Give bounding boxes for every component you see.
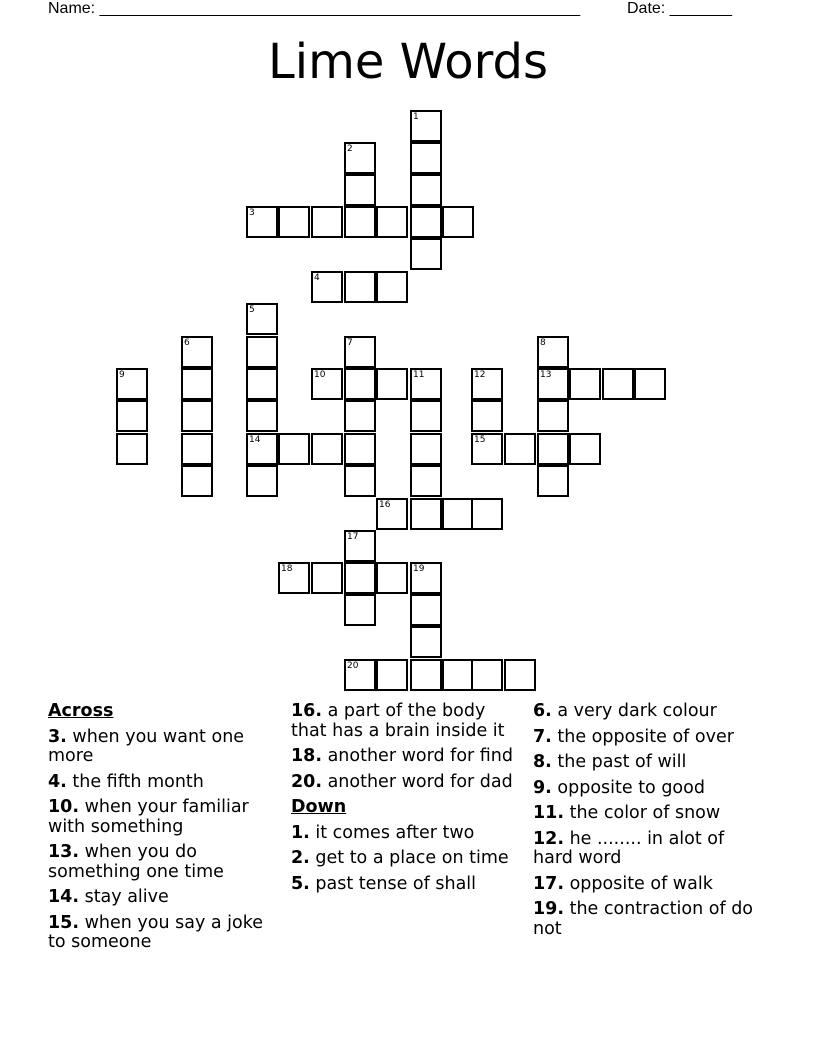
crossword-cell[interactable]: [311, 433, 343, 465]
cell-number: 9: [119, 370, 125, 380]
clue-number: 1.: [291, 822, 310, 843]
crossword-cell[interactable]: [504, 433, 536, 465]
clue-number: 18.: [291, 746, 323, 766]
clue-item: [533, 900, 768, 939]
clue-item: [48, 728, 276, 767]
crossword-cell[interactable]: [504, 659, 536, 691]
cell-number: 10: [314, 370, 326, 380]
crossword-cell[interactable]: [537, 433, 569, 465]
crossword-cell[interactable]: [311, 271, 343, 303]
name-field-label: Name: ______________________________________________________: [48, 0, 581, 17]
clues-column-2: [291, 702, 521, 900]
crossword-cell[interactable]: [410, 206, 442, 238]
crossword-cell[interactable]: [410, 368, 442, 400]
clue-item: [291, 824, 521, 844]
clue-text: the color of snow: [564, 803, 721, 823]
cell-number: 14: [249, 435, 261, 445]
clue-number: 17.: [533, 873, 565, 894]
clue-text: the past of will: [551, 752, 687, 772]
clue-text: he ........ in alot of hard word: [533, 828, 725, 868]
page-title: Lime Words: [267, 34, 548, 90]
cell-number: 17: [347, 532, 359, 542]
clue-number: 20.: [291, 771, 323, 792]
crossword-cell[interactable]: [442, 206, 474, 238]
clue-item: [533, 875, 768, 895]
clue-text: the fifth month: [66, 771, 204, 792]
crossword-cell[interactable]: [181, 368, 213, 400]
crossword-cell[interactable]: [311, 206, 343, 238]
crossword-cell[interactable]: [376, 271, 408, 303]
cell-number: 19: [413, 564, 425, 574]
clue-number: 4.: [48, 771, 67, 792]
crossword-cell[interactable]: [537, 336, 569, 368]
crossword-cell[interactable]: [410, 400, 442, 432]
crossword-cell[interactable]: [376, 368, 408, 400]
clue-item: [48, 888, 276, 908]
cell-number: 2: [347, 144, 353, 154]
across-header: Across: [48, 701, 114, 721]
crossword-cell[interactable]: [246, 303, 278, 335]
clue-item: [533, 804, 768, 824]
cell-number: 13: [540, 370, 552, 380]
clue-item: [48, 773, 276, 793]
crossword-cell[interactable]: [344, 594, 376, 626]
clue-number: 8.: [533, 752, 552, 772]
crossword-cell[interactable]: [410, 110, 442, 142]
crossword-cell[interactable]: [537, 368, 569, 400]
crossword-cell[interactable]: [246, 206, 278, 238]
crossword-cell[interactable]: [376, 659, 408, 691]
crossword-cell[interactable]: [569, 368, 601, 400]
clue-item: [291, 702, 521, 741]
crossword-cell[interactable]: [246, 465, 278, 497]
clue-text: past tense of shall: [309, 873, 477, 894]
crossword-cell[interactable]: [537, 465, 569, 497]
clue-text: the contraction of do not: [533, 899, 754, 939]
clue-number: 6.: [533, 701, 552, 721]
clues-column-3: [533, 702, 768, 945]
clue-number: 7.: [533, 726, 552, 747]
clue-item: [533, 753, 768, 773]
clue-item: [48, 798, 276, 837]
clue-item: [533, 830, 768, 869]
crossword-cell[interactable]: [634, 368, 666, 400]
crossword-cell[interactable]: [344, 433, 376, 465]
crossword-cell[interactable]: [344, 142, 376, 174]
cell-number: 18: [281, 564, 293, 574]
clue-item: [533, 702, 768, 722]
crossword-cell[interactable]: [344, 465, 376, 497]
clue-number: 5.: [291, 873, 310, 894]
crossword-cell[interactable]: [246, 400, 278, 432]
cell-number: 3: [249, 208, 255, 218]
clue-text: when you want one more: [48, 726, 245, 766]
crossword-cell[interactable]: [344, 368, 376, 400]
crossword-cell[interactable]: [116, 400, 148, 432]
clue-item: [291, 875, 521, 895]
cell-number: 20: [347, 661, 359, 671]
cell-number: 12: [474, 370, 486, 380]
clue-number: 9.: [533, 777, 552, 798]
clue-item: [291, 773, 521, 793]
clue-number: 14.: [48, 887, 80, 907]
clue-item: [291, 747, 521, 767]
crossword-cell[interactable]: [410, 238, 442, 270]
cell-number: 4: [314, 273, 320, 283]
clue-text: opposite of walk: [564, 873, 713, 894]
crossword-cell[interactable]: [116, 433, 148, 465]
cell-number: 1: [413, 112, 419, 122]
crossword-cell[interactable]: [410, 174, 442, 206]
clue-item: [533, 728, 768, 748]
clue-number: 16.: [291, 701, 323, 721]
clue-number: 19.: [533, 899, 565, 919]
crossword-cell[interactable]: [181, 400, 213, 432]
crossword-cell[interactable]: [344, 400, 376, 432]
clue-number: 2.: [291, 848, 310, 868]
clue-text: a part of the body that has a brain inside it: [291, 701, 505, 741]
crossword-cell[interactable]: [410, 626, 442, 658]
clue-text: get to a place on time: [309, 848, 509, 868]
crossword-cell[interactable]: [602, 368, 634, 400]
cell-number: 7: [347, 338, 353, 348]
clue-text: when you do something one time: [48, 842, 224, 882]
clue-text: another word for find: [322, 746, 514, 766]
clues-column-1: [48, 702, 276, 959]
crossword-cell[interactable]: [410, 594, 442, 626]
crossword-cell[interactable]: [376, 498, 408, 530]
cell-number: 15: [474, 435, 486, 445]
clue-text: stay alive: [79, 887, 169, 907]
clue-text: when you say a joke to someone: [48, 912, 264, 952]
crossword-cell[interactable]: [311, 562, 343, 594]
crossword-cell[interactable]: [278, 562, 310, 594]
cell-number: 16: [379, 500, 391, 510]
crossword-cell[interactable]: [344, 659, 376, 691]
clue-item: [533, 779, 768, 799]
crossword-cell[interactable]: [116, 368, 148, 400]
crossword-cell[interactable]: [471, 433, 503, 465]
crossword-cell[interactable]: [410, 498, 442, 530]
crossword-cell[interactable]: [246, 368, 278, 400]
crossword-cell[interactable]: [181, 465, 213, 497]
clue-text: it comes after two: [309, 822, 475, 843]
crossword-cell[interactable]: [246, 336, 278, 368]
clue-item: [48, 914, 276, 953]
clue-text: a very dark colour: [551, 701, 717, 721]
clue-number: 10.: [48, 797, 80, 817]
clue-item: [291, 849, 521, 869]
crossword-cell[interactable]: [410, 465, 442, 497]
date-field-label: Date: _______: [627, 0, 732, 17]
cell-number: 6: [184, 338, 190, 348]
crossword-cell[interactable]: [246, 433, 278, 465]
crossword-cell[interactable]: [181, 336, 213, 368]
clue-number: 12.: [533, 828, 565, 849]
crossword-cell[interactable]: [410, 433, 442, 465]
crossword-cell[interactable]: [278, 433, 310, 465]
cell-number: 11: [413, 370, 425, 380]
crossword-cell[interactable]: [181, 433, 213, 465]
crossword-cell[interactable]: [376, 562, 408, 594]
clue-text: another word for dad: [322, 771, 513, 792]
crossword-cell[interactable]: [471, 498, 503, 530]
crossword-cell[interactable]: [471, 659, 503, 691]
crossword-cell[interactable]: [344, 174, 376, 206]
crossword-cell[interactable]: [376, 206, 408, 238]
crossword-cell[interactable]: [442, 498, 474, 530]
clue-number: 13.: [48, 842, 80, 862]
crossword-cell[interactable]: [410, 142, 442, 174]
cell-number: 5: [249, 305, 255, 315]
down-header: Down: [291, 797, 347, 817]
crossword-cell[interactable]: [344, 271, 376, 303]
crossword-cell[interactable]: [278, 206, 310, 238]
clue-text: the opposite of over: [551, 726, 734, 747]
clue-text: opposite to good: [551, 777, 705, 798]
crossword-cell[interactable]: [344, 530, 376, 562]
crossword-cell[interactable]: [410, 562, 442, 594]
crossword-cell[interactable]: [569, 433, 601, 465]
crossword-cell[interactable]: [344, 562, 376, 594]
clue-number: 11.: [533, 803, 565, 823]
crossword-cell[interactable]: [311, 368, 343, 400]
crossword-cell[interactable]: [471, 368, 503, 400]
clue-number: 15.: [48, 912, 80, 933]
crossword-cell[interactable]: [442, 659, 474, 691]
crossword-cell[interactable]: [537, 400, 569, 432]
crossword-cell[interactable]: [471, 400, 503, 432]
cell-number: 8: [540, 338, 546, 348]
crossword-cell[interactable]: [344, 206, 376, 238]
crossword-cell[interactable]: [344, 336, 376, 368]
crossword-cell[interactable]: [410, 659, 442, 691]
clue-item: [48, 843, 276, 882]
clue-number: 3.: [48, 726, 67, 747]
clue-text: when your familiar with something: [48, 797, 249, 837]
